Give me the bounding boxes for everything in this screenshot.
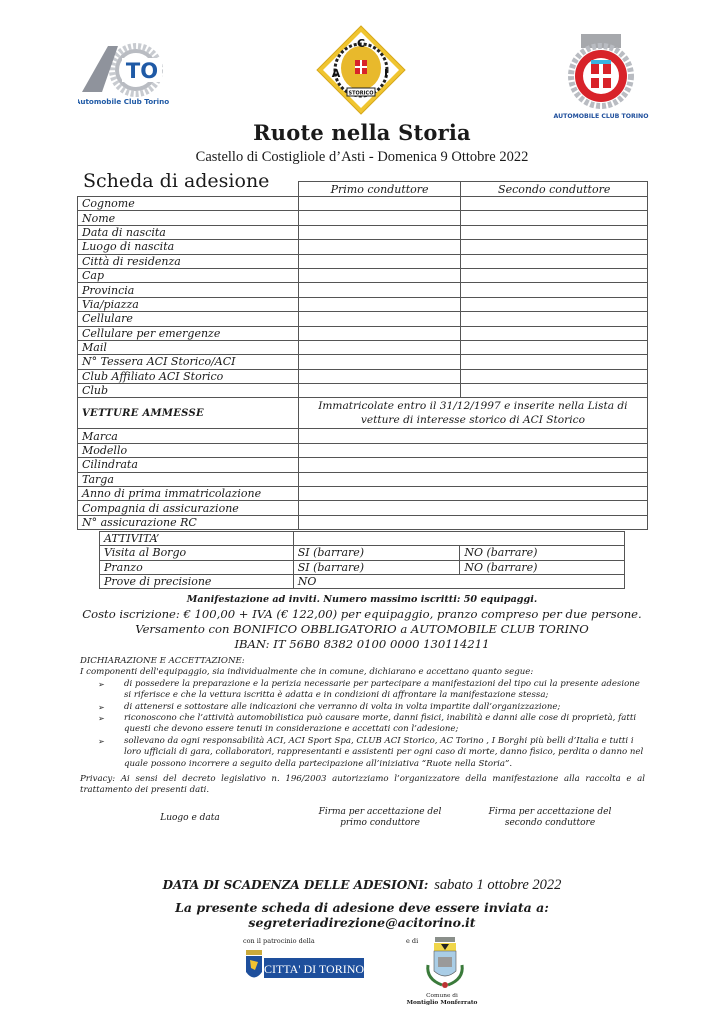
activity-no-option[interactable]: NO (barrare) (460, 560, 625, 574)
invite-note: Manifestazione ad inviti. Numero massimo iscritti: 50 equipaggi. (186, 594, 538, 605)
aci-storico-logo-icon (315, 24, 407, 116)
aci-torino-letters: TO (125, 59, 159, 83)
declaration-item-text: di possedere la preparazione e la perizia necessarie per partecipare a manifestazioni del tipo cui la presente adesione si riferisce e che la vettura iscritta è adatta e in condizioni di affrontare la manifestazione stessa; (124, 678, 640, 701)
list-item (80, 713, 645, 736)
automobile-club-torino-crest-icon (545, 30, 657, 122)
table-row (78, 384, 648, 398)
table-row (78, 340, 648, 354)
deadline (0, 874, 724, 894)
declaration-heading: DICHIARAZIONE E ACCETTAZIONE: (80, 656, 245, 666)
aci-i-letter: I (383, 67, 389, 80)
cost-note: Costo iscrizione: € 100,00 + IVA (€ 122,00) per equipaggio, pranzo compreso per due persone. (82, 607, 642, 621)
vehicle-field-label: Anno di prima immatricolazione (78, 487, 299, 501)
aci-torino-logo-icon (78, 40, 178, 108)
table-row (100, 546, 625, 560)
field-label: Cap (78, 268, 299, 282)
signature-second-driver (470, 807, 630, 829)
arrow-bullet-icon: ➢ (98, 736, 105, 746)
table-row (78, 326, 648, 340)
secondo-conduttore-input[interactable] (461, 240, 648, 254)
vehicle-field-input[interactable] (298, 487, 647, 501)
primo-conduttore-input[interactable] (298, 326, 461, 340)
table-row (78, 355, 648, 369)
table-row (100, 574, 625, 588)
citta-torino-text: CITTA' DI TORINO (263, 962, 364, 976)
table-row (78, 197, 648, 211)
send-to-note: La presente scheda di adesione deve essere inviata a: (175, 900, 549, 915)
primo-conduttore-input[interactable] (298, 254, 461, 268)
secondo-conduttore-input[interactable] (461, 340, 648, 354)
signature-second-line2: secondo conduttore (504, 818, 596, 828)
arrow-bullet-icon: ➢ (98, 679, 105, 689)
activities-header: ATTIVITA’ (100, 532, 294, 546)
table-row (78, 297, 648, 311)
activities-table (99, 531, 625, 589)
activity-yes-option[interactable]: SI (barrare) (293, 546, 460, 560)
secondo-conduttore-input[interactable] (461, 297, 648, 311)
vehicle-field-input[interactable] (298, 472, 647, 486)
vehicle-field-input[interactable] (298, 458, 647, 472)
aci-storico-caption: STORICO (348, 90, 374, 97)
vehicle-field-label: Targa (78, 472, 299, 486)
activity-value: NO (293, 574, 624, 588)
declaration-list (80, 679, 645, 770)
primo-conduttore-input[interactable] (298, 369, 461, 383)
table-row (78, 458, 648, 472)
secondo-conduttore-input[interactable] (461, 211, 648, 225)
table-row (78, 443, 648, 457)
header-blank-cell (78, 182, 299, 197)
field-label: Provincia (78, 283, 299, 297)
vehicle-field-label: N° assicurazione RC (78, 515, 299, 529)
declaration-item-text: sollevano da ogni responsabilità ACI, ACI Sport Spa, CLUB ACI Storico, AC Torino , I Borghi più belli d’Italia e tutti i loro ufficiali di gara, collaboratori, rappresentanti e assistenti per ogni caso di morte, danno fisico, perdita o danno nel quale possono incorrere a seguito della partecipazione all’iniziativa “Ruote nella Storia”. (124, 735, 644, 769)
primo-conduttore-input[interactable] (298, 297, 461, 311)
column-header-secondo: Secondo conduttore (461, 182, 648, 197)
primo-conduttore-input[interactable] (298, 355, 461, 369)
montiglio-caption-line1: Comune di (426, 993, 458, 999)
secondo-conduttore-input[interactable] (461, 254, 648, 268)
privacy-note: Privacy: Ai sensi del decreto legislativo n. 196/2003 autorizziamo l’organizzatore della manifestazione alla raccolta e al trattamento dei presenti dati. (80, 774, 645, 796)
secondo-conduttore-input[interactable] (461, 197, 648, 211)
table-row (78, 515, 648, 529)
registration-table (77, 181, 648, 530)
primo-conduttore-input[interactable] (298, 384, 461, 398)
secondo-conduttore-input[interactable] (461, 283, 648, 297)
aci-torino-caption: Automobile Club Torino (78, 97, 170, 106)
aci-a-letter: A (331, 67, 341, 80)
activity-label: Prove di precisione (100, 574, 294, 588)
vehicle-field-label: Compagnia di assicurazione (78, 501, 299, 515)
table-row (78, 487, 648, 501)
iban-note: IBAN: IT 56B0 8382 0100 0000 130114211 (234, 637, 490, 651)
field-label: Cellulare per emergenze (78, 326, 299, 340)
signature-first-driver (300, 807, 460, 829)
table-header-row (78, 182, 648, 197)
aci-torino-logo (78, 40, 178, 108)
vehicle-field-label: Modello (78, 443, 299, 457)
table-row (100, 560, 625, 574)
citta-di-torino-logo-icon (244, 950, 364, 984)
field-label: Via/piazza (78, 297, 299, 311)
montiglio-caption (398, 993, 486, 1007)
table-row (78, 472, 648, 486)
event-title: Ruote nella Storia (253, 120, 471, 145)
event-subtitle: Castello di Costigliole d’Asti - Domenica 9 Ottobre 2022 (195, 149, 529, 165)
primo-conduttore-input[interactable] (298, 340, 461, 354)
montiglio-caption-line2: Montiglio Monferrato (406, 1000, 478, 1006)
vehicles-note: Immatricolate entro il 31/12/1997 e inserite nella Lista di vetture di interesse storico di ACI Storico (298, 398, 647, 429)
signature-place-date: Luogo e data (160, 813, 220, 823)
activity-label: Visita al Borgo (100, 546, 294, 560)
vehicle-field-input[interactable] (298, 501, 647, 515)
patronage-and-label: e di (406, 937, 419, 945)
deadline-label: DATA DI SCADENZA DELLE ADESIONI: (162, 878, 429, 892)
field-label: Cellulare (78, 312, 299, 326)
activity-yes-option[interactable]: SI (barrare) (293, 560, 460, 574)
primo-conduttore-input[interactable] (298, 312, 461, 326)
field-label: Città di residenza (78, 254, 299, 268)
vehicle-field-label: Cilindrata (78, 458, 299, 472)
form-title: Scheda di adesione (83, 170, 270, 192)
secondo-conduttore-input[interactable] (461, 225, 648, 239)
secondo-conduttore-input[interactable] (461, 326, 648, 340)
activity-no-option[interactable]: NO (barrare) (460, 546, 625, 560)
primo-conduttore-input[interactable] (298, 197, 461, 211)
vehicle-field-input[interactable] (298, 515, 647, 529)
list-item (80, 736, 645, 770)
field-label: N° Tessera ACI Storico/ACI (78, 355, 299, 369)
arrow-bullet-icon: ➢ (98, 702, 105, 712)
signature-first-line1: Firma per accettazione del (318, 807, 442, 817)
payment-note: Versamento con BONIFICO OBBLIGATORIO a AUTOMOBILE CLUB TORINO (135, 622, 589, 636)
vehicles-label: VETTURE AMMESSE (78, 398, 299, 429)
secondo-conduttore-input[interactable] (461, 369, 648, 383)
aci-storico-logo (315, 24, 407, 116)
table-row (78, 369, 648, 383)
arrow-bullet-icon: ➢ (98, 714, 105, 724)
secondo-conduttore-input[interactable] (461, 384, 648, 398)
ac-torino-caption: AUTOMOBILE CLUB TORINO (553, 113, 649, 120)
field-label: Nome (78, 211, 299, 225)
primo-conduttore-input[interactable] (298, 225, 461, 239)
montiglio-crest-logo (420, 935, 470, 991)
list-item (80, 702, 645, 713)
table-row (78, 429, 648, 443)
vehicle-field-input[interactable] (298, 429, 647, 443)
signature-second-line1: Firma per accettazione del (488, 807, 612, 817)
signature-first-line2: primo conduttore (340, 818, 420, 828)
declaration-section (80, 656, 645, 797)
vehicle-field-label: Marca (78, 429, 299, 443)
primo-conduttore-input[interactable] (298, 211, 461, 225)
secondo-conduttore-input[interactable] (461, 312, 648, 326)
table-row (78, 501, 648, 515)
table-row (78, 225, 648, 239)
patronage-label: con il patrocinio della (243, 937, 315, 945)
secondo-conduttore-input[interactable] (461, 355, 648, 369)
activity-label: Pranzo (100, 560, 294, 574)
field-label: Luogo di nascita (78, 240, 299, 254)
declaration-intro: I componenti dell'equipaggio, sia individualmente che in comune, dichiarano e accettano quanto segue: (80, 667, 534, 678)
field-label: Club (78, 384, 299, 398)
field-label: Cognome (78, 197, 299, 211)
primo-conduttore-input[interactable] (298, 268, 461, 282)
field-label: Data di nascita (78, 225, 299, 239)
table-row (78, 283, 648, 297)
activities-header-row (100, 532, 625, 546)
primo-conduttore-input[interactable] (298, 283, 461, 297)
table-row (78, 254, 648, 268)
aci-c-letter: C (356, 37, 366, 50)
ac-torino-crest-logo (545, 30, 657, 122)
vehicles-header-row (78, 398, 648, 429)
list-item (80, 679, 645, 702)
send-to-email[interactable]: segreteriadirezione@acitorino.it (248, 915, 476, 930)
field-label: Mail (78, 340, 299, 354)
table-row (78, 268, 648, 282)
secondo-conduttore-input[interactable] (461, 268, 648, 282)
citta-di-torino-logo (244, 950, 364, 984)
table-row (78, 211, 648, 225)
table-row (78, 312, 648, 326)
declaration-item-text: di attenersi e sottostare alle indicazioni che verranno di volta in volta impartite dall’organizzazione; (124, 701, 561, 712)
vehicle-field-input[interactable] (298, 443, 647, 457)
primo-conduttore-input[interactable] (298, 240, 461, 254)
table-row (78, 240, 648, 254)
montiglio-crest-icon (420, 935, 470, 991)
column-header-primo: Primo conduttore (298, 182, 461, 197)
field-label: Club Affiliato ACI Storico (78, 369, 299, 383)
activities-header-blank (293, 532, 624, 546)
deadline-value: sabato 1 ottobre 2022 (434, 877, 562, 893)
declaration-item-text: riconoscono che l’attività automobilistica può causare morte, danni fisici, inabilità e danni alle cose di proprietà, fatti questi che devono essere tenuti in considerazione e accettati con l’adesione; (124, 713, 637, 735)
